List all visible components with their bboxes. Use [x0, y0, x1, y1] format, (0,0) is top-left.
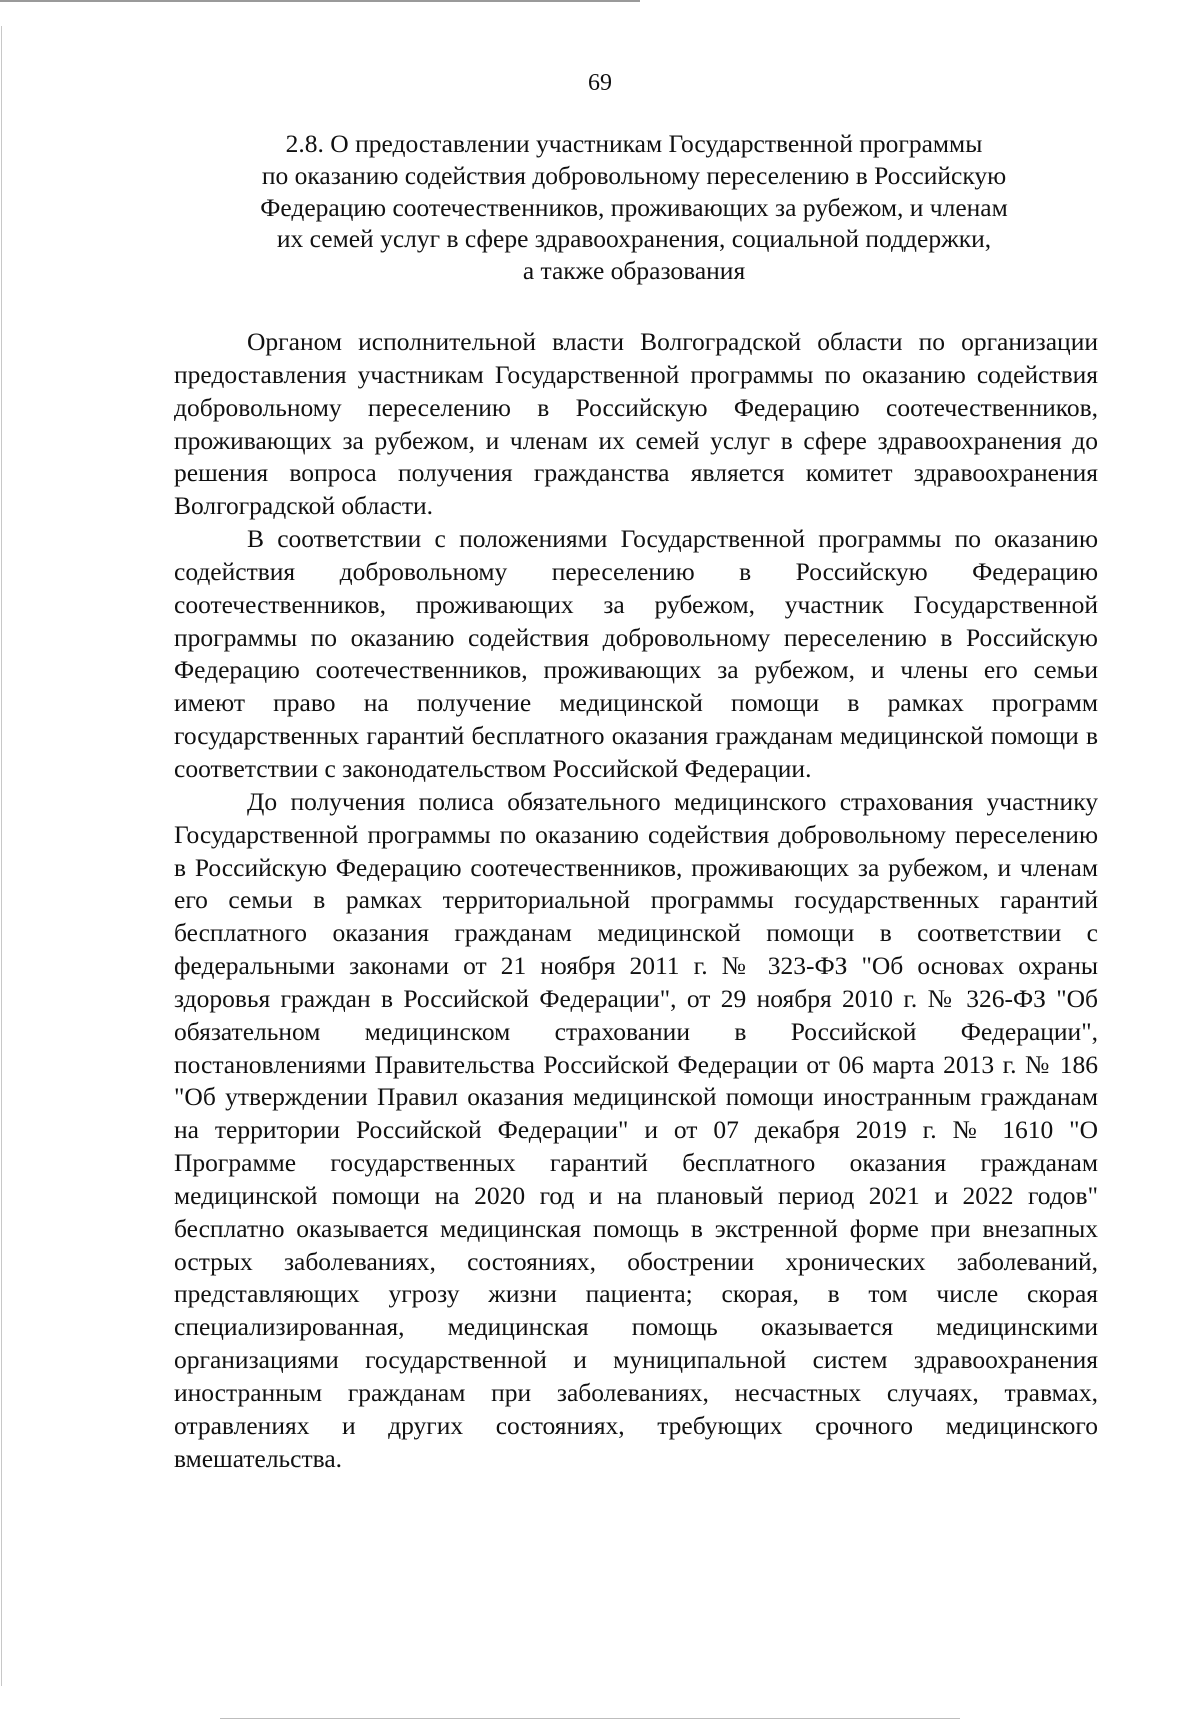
- paragraph: Органом исполнительной власти Волгоградской области по организации предоставления участникам Государственной программы по оказанию содействия добровольному переселению в Российскую Федерацию соотечественников, проживающих за рубежом, и членам их семей услуг в сфере здравоохранения до решения вопроса получения гражданства является комитет здравоохранения Волгоградской области.: [174, 327, 1098, 521]
- heading-line: по оказанию содействия добровольному переселению в Российскую: [261, 160, 1007, 190]
- heading-line: а также образования: [522, 256, 746, 286]
- heading-line: Федерацию соотечественников, проживающих за рубежом, и членам: [260, 192, 1008, 222]
- scan-edge-top: [0, 0, 640, 2]
- heading-line: их семей услуг в сфере здравоохранения, социальной поддержки,: [276, 224, 992, 254]
- scan-edge-left: [1, 26, 2, 1686]
- body-text: [174, 326, 1098, 1476]
- paragraph: До получения полиса обязательного медицинского страхования участнику Государственной программы по оказанию содействия добровольному переселению в Российскую Федерацию соотечественников, проживающих за рубежом, и членам его семьи в рамках территориальной программы государственных гарантий бесплатного оказания гражданам медицинской помощи в соответствии с федеральными законами от 21 ноября 2011 г. № 323-ФЗ "Об основах охраны здоровья граждан в Российской Федерации", от 29 ноября 2010 г. № 326-ФЗ "Об обязательном медицинском страховании в Российской Федерации", постановлениями Правительства Российской Федерации от 06 марта 2013 г. № 186 "Об утверждении Правил оказания медицинской помощи иностранным гражданам на территории Российской Федерации" и от 07 декабря 2019 г. № 1610 "О Программе государственных гарантий бесплатного оказания гражданам медицинской помощи на 2020 год и на плановый период 2021 и 2022 годов" бесплатно оказывается медицинская помощь в экстренной форме при внезапных острых заболеваниях, состояниях, обострении хронических заболеваний, представляющих угрозу жизни пациента; скорая, в том числе скорая специализированная, медицинская помощь оказывается медицинскими организациями государственной и муниципальной систем здравоохранения иностранным гражданам при заболеваниях, несчастных случаях, травмах, отравлениях и других состояниях, требующих срочного медицинского вмешательства.: [174, 786, 1098, 1473]
- paragraph: В соответствии с положениями Государственной программы по оказанию содействия добровольному переселению в Российскую Федерацию соотечественников, проживающих за рубежом, участник Государственной программы по оказанию содействия добровольному переселению в Российскую Федерацию соотечественников, проживающих за рубежом, и члены его семьи имеют право на получение медицинской помощи в рамках программ государственных гарантий бесплатного оказания гражданам медицинской помощи в соответствии с законодательством Российской Федерации.: [174, 524, 1098, 783]
- section-heading: [170, 128, 1098, 287]
- heading-line: 2.8. О предоставлении участникам Государственной программы: [285, 129, 983, 158]
- scan-edge-bottom: [220, 1718, 960, 1719]
- page-number: 69: [588, 70, 612, 96]
